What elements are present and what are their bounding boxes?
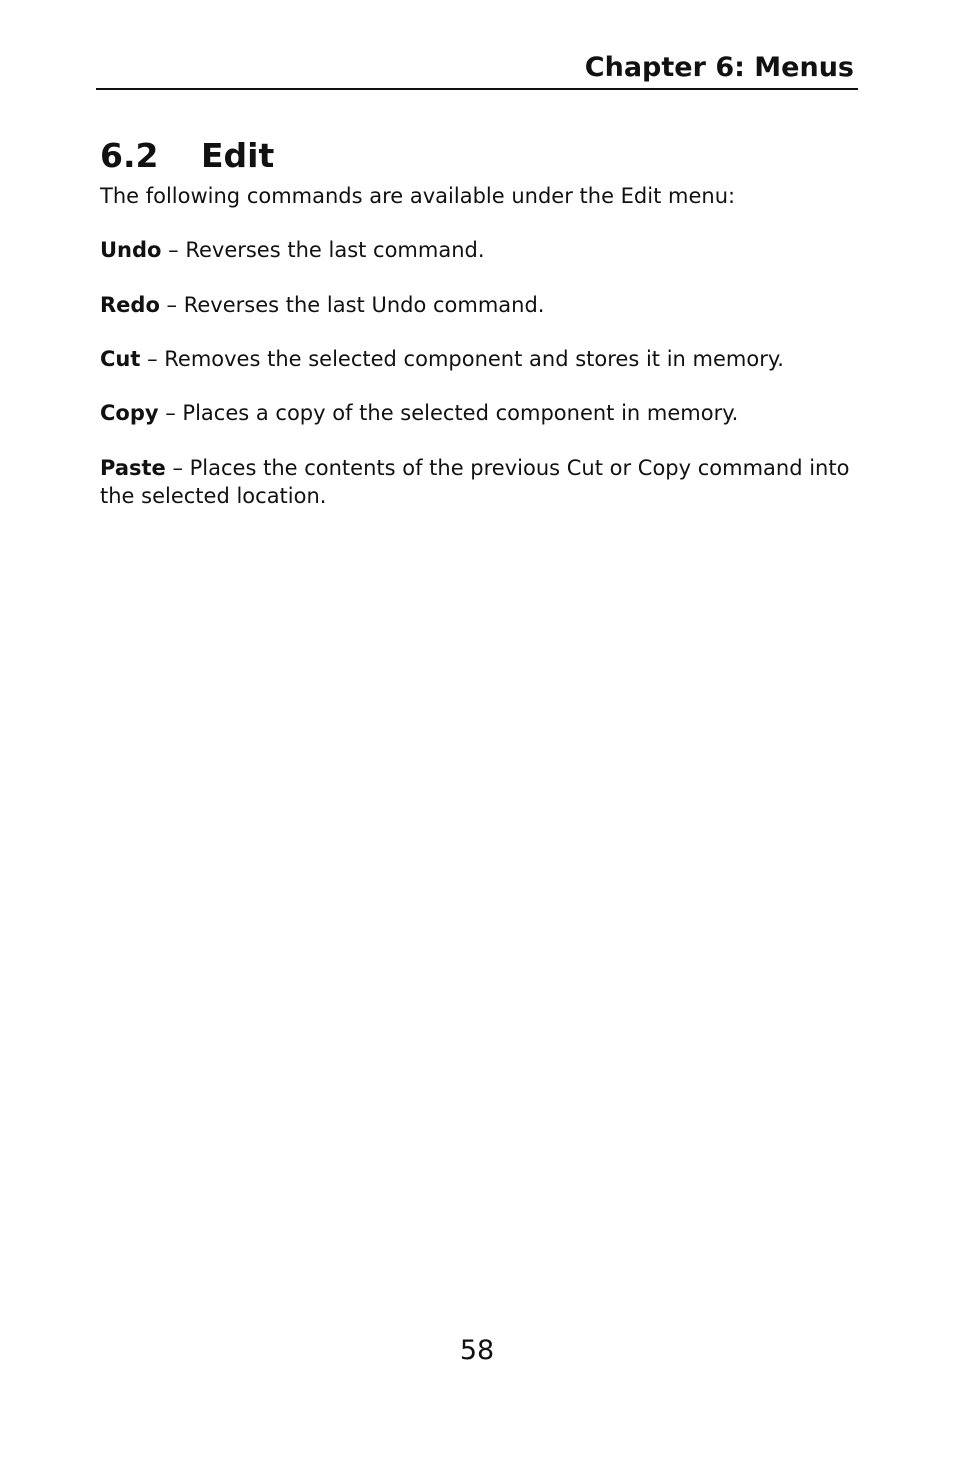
section-number: 6.2 [100,136,159,175]
command-description: – Places the contents of the previous Cut or Copy command into the selected location. [100,456,850,508]
command-term: Cut [100,347,141,371]
command-description: – Removes the selected component and stores it in memory. [140,347,784,371]
command-undo [100,237,860,265]
command-description: – Reverses the last Undo command. [159,293,545,317]
page-header [96,50,858,90]
chapter-title: Chapter 6: Menus [584,52,854,83]
command-description: – Reverses the last command. [161,238,485,262]
command-copy [100,400,860,428]
command-paste [100,455,860,510]
section-title: Edit [201,136,275,175]
command-description: – Places a copy of the selected component in memory. [158,401,739,425]
command-term: Copy [100,401,159,425]
section-heading [100,134,274,178]
page-number: 58 [459,1335,495,1366]
command-term: Undo [100,238,162,262]
command-term: Redo [100,293,160,317]
command-term: Paste [100,456,166,480]
section-intro: The following commands are available under the Edit menu: [100,184,736,208]
command-cut [100,346,860,374]
command-redo [100,292,860,320]
